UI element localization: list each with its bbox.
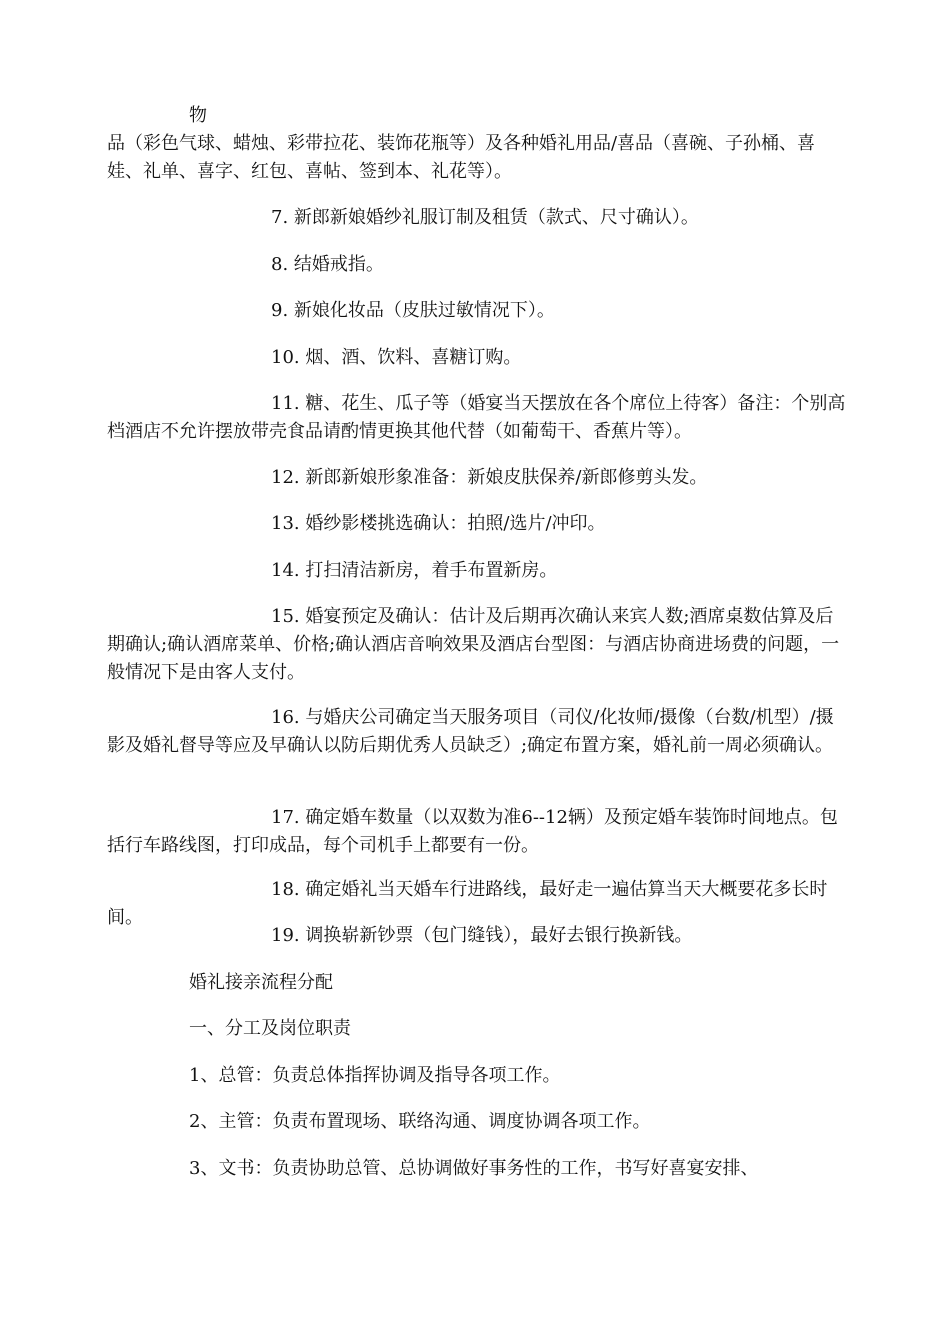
list-item-8 (107, 251, 847, 279)
section-heading-duties: 一、分工及岗位职责 (189, 1018, 351, 1039)
section-heading-wedding-process: 婚礼接亲流程分配 (189, 972, 333, 993)
list-text: 结婚戒指。 (293, 254, 384, 275)
list-text: 确定婚车数量（以双数为准6--12辆）及预定婚车装饰时间地点。包括行车路线图，打印成品，每个司机手上都要有一份。 (107, 807, 838, 856)
list-item-10 (107, 344, 847, 372)
paragraph-lead-fragment: 物 (189, 105, 207, 126)
duty-item-3: 3、文书：负责协助总管、总协调做好事务性的工作，书写好喜宴安排、 (189, 1158, 759, 1179)
list-item-19 (107, 922, 847, 950)
list-number: 7. (271, 207, 289, 228)
list-text: 打扫清洁新房，着手布置新房。 (305, 560, 558, 581)
list-item-17 (107, 804, 847, 860)
list-item-13 (107, 510, 847, 538)
list-text: 婚宴预定及确认：估计及后期再次确认来宾人数;酒席桌数估算及后期确认;确认酒席菜单、价格;确认酒店音响效果及酒店台型图：与酒店协商进场费的问题，一般情况下是由客人支付。 (107, 606, 840, 683)
list-item-16 (107, 704, 847, 760)
list-number: 11. (271, 393, 300, 414)
list-number: 13. (271, 513, 300, 534)
paragraph-wedding-supplies: 品（彩色气球、蜡烛、彩带拉花、装饰花瓶等）及各种婚礼用品/喜品（喜碗、子孙桶、喜娃、礼单、喜字、红包、喜帖、签到本、礼花等）。 (107, 133, 816, 182)
list-text: 与婚庆公司确定当天服务项目（司仪/化妆师/摄像（台数/机型）/摄影及婚礼督导等应及早确认以防后期优秀人员缺乏）;确定布置方案，婚礼前一周必须确认。 (107, 707, 834, 756)
list-item-12 (107, 464, 847, 492)
list-item-15 (107, 603, 847, 687)
list-text: 烟、酒、饮料、喜糖订购。 (305, 347, 522, 368)
list-text: 婚纱影楼挑选确认：拍照/选片/冲印。 (305, 513, 606, 534)
list-number: 8. (271, 254, 289, 275)
list-text: 新郎新娘婚纱礼服订制及租赁（款式、尺寸确认）。 (293, 207, 699, 228)
list-item-7 (107, 204, 847, 232)
duty-item-1: 1、总管：负责总体指挥协调及指导各项工作。 (189, 1065, 561, 1086)
list-number: 15. (271, 606, 300, 627)
list-text: 新郎新娘形象准备：新娘皮肤保养/新郎修剪头发。 (305, 467, 708, 488)
list-item-14 (107, 557, 847, 585)
duty-item-2: 2、主管：负责布置现场、联络沟通、调度协调各项工作。 (189, 1111, 651, 1132)
list-number: 17. (271, 807, 300, 828)
list-text: 调换崭新钞票（包门缝钱），最好去银行换新钱。 (305, 925, 693, 946)
list-number: 14. (271, 560, 300, 581)
list-number: 10. (271, 347, 300, 368)
list-text: 新娘化妆品（皮肤过敏情况下）。 (293, 300, 555, 321)
list-text: 确定婚礼当天婚车行进路线，最好走一遍估算当天大概要花多长时间。 (107, 879, 828, 928)
list-number: 16. (271, 707, 300, 728)
list-number: 19. (271, 925, 300, 946)
list-item-11 (107, 390, 847, 446)
list-item-9 (107, 297, 847, 325)
list-text: 糖、花生、瓜子等（婚宴当天摆放在各个席位上待客）备注：个别高档酒店不允许摆放带壳食品请酌情更换其他代替（如葡萄干、香蕉片等）。 (107, 393, 846, 442)
list-number: 12. (271, 467, 300, 488)
list-number: 18. (271, 879, 300, 900)
list-number: 9. (271, 300, 289, 321)
